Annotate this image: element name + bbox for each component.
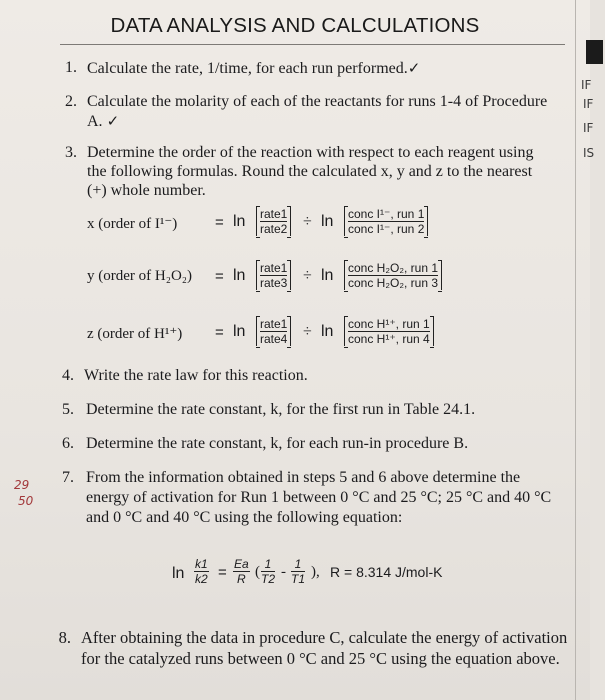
margin-note-top: 29 (14, 478, 30, 492)
item-text-line3: and 0 °C and 40 °C using the following equation: (86, 509, 403, 526)
item-text: Write the rate law for this reaction. (84, 367, 308, 384)
item-text-line1: From the information obtained in steps 5 and 6 above determine the (86, 469, 521, 486)
gas-constant: R = 8.314 J/mol-K (330, 564, 443, 580)
open-paren: ( (255, 564, 260, 580)
ln-symbol: ln (321, 323, 334, 340)
rate-ratio: rate1 rate4 (256, 317, 291, 346)
divide-sign: ÷ (303, 213, 312, 230)
margin-note-right-4: IS (583, 146, 595, 160)
item-text-line2: A. ✓ (87, 112, 120, 130)
equals-sign: = (215, 324, 224, 341)
formula-z (0, 317, 560, 351)
one-over-t1: 1 T1 (291, 557, 306, 586)
ln-symbol: ln (321, 213, 334, 230)
margin-note-right-3: IF (583, 121, 594, 135)
item-text: Calculate the rate, 1/time, for each run performed.✓ (87, 59, 421, 77)
item-text-line1: Calculate the molarity of each of the reactants for runs 1-4 of Procedure (87, 93, 548, 110)
conc-ratio: conc I¹⁻, run 1 conc I¹⁻, run 2 (344, 207, 428, 236)
item-number: 1. (65, 59, 77, 76)
conc-ratio: conc H¹⁺, run 1 conc H¹⁺, run 4 (344, 317, 434, 346)
title-divider (60, 44, 565, 45)
ln-symbol: ln (321, 267, 334, 284)
item-number: 2. (65, 93, 77, 110)
ln-symbol: ln (233, 267, 246, 284)
close-paren: ), (311, 564, 320, 580)
divide-sign: ÷ (303, 323, 312, 340)
ln-symbol: ln (233, 323, 246, 340)
item-text-line1: After obtaining the data in procedure C, calculate the energy of activation (81, 628, 568, 647)
ln-symbol: ln (233, 213, 246, 230)
formula-label: z (order of H¹⁺) (87, 326, 183, 342)
item-text-line1: Determine the order of the reaction with respect to each reagent using (87, 144, 534, 161)
item-number: 8. (58, 628, 71, 647)
equals-sign: = (215, 214, 224, 231)
margin-note-bottom: 50 (18, 494, 34, 508)
equals-sign: = (215, 268, 224, 285)
checkmark-icon: ✓ (106, 112, 120, 130)
item-text-line2: for the catalyzed runs between 0 °C and 25 °C using the equation above. (81, 649, 560, 668)
divide-sign: ÷ (303, 267, 312, 284)
margin-note-right-1: IF (581, 78, 592, 92)
item-number: 3. (65, 144, 77, 161)
page-title: DATA ANALYSIS AND CALCULATIONS (110, 14, 480, 37)
margin-note-right-2: IF (583, 97, 594, 111)
item-text: Determine the rate constant, k, for the first run in Table 24.1. (86, 401, 476, 418)
formula-label: x (order of I¹⁻) (87, 216, 178, 232)
formula-x (0, 207, 560, 241)
formula-y (0, 261, 560, 295)
item-number: 5. (62, 401, 74, 418)
page-edge (575, 0, 576, 700)
item-text-line2: the following formulas. Round the calculated x, y and z to the nearest (87, 163, 533, 180)
item-text: Determine the rate constant, k, for each run-in procedure B. (86, 435, 469, 452)
conc-ratio: conc H₂O₂, run 1 conc H₂O₂, run 3 (344, 261, 442, 290)
ln-symbol: ln (172, 565, 185, 582)
ea-over-r: Ea R (234, 557, 249, 586)
item-number: 4. (62, 367, 74, 384)
formula-label: y (order of H₂O₂) (87, 268, 193, 284)
minus-sign: - (281, 564, 286, 580)
item-text-line2: energy of activation for Run 1 between 0 °C and 25 °C; 25 °C and 40 °C (86, 489, 552, 506)
item-number: 6. (62, 435, 74, 452)
k-ratio: k1 k2 (195, 557, 208, 586)
rate-ratio: rate1 rate3 (256, 261, 291, 290)
equals-sign: = (218, 564, 227, 581)
one-over-t2: 1 T2 (261, 557, 276, 586)
rate-ratio: rate1 rate2 (256, 207, 291, 236)
binder-tab (586, 40, 603, 64)
item-text-line3: (+) whole number. (87, 182, 206, 199)
item-number: 7. (62, 469, 74, 486)
checkmark-icon: ✓ (407, 59, 421, 77)
